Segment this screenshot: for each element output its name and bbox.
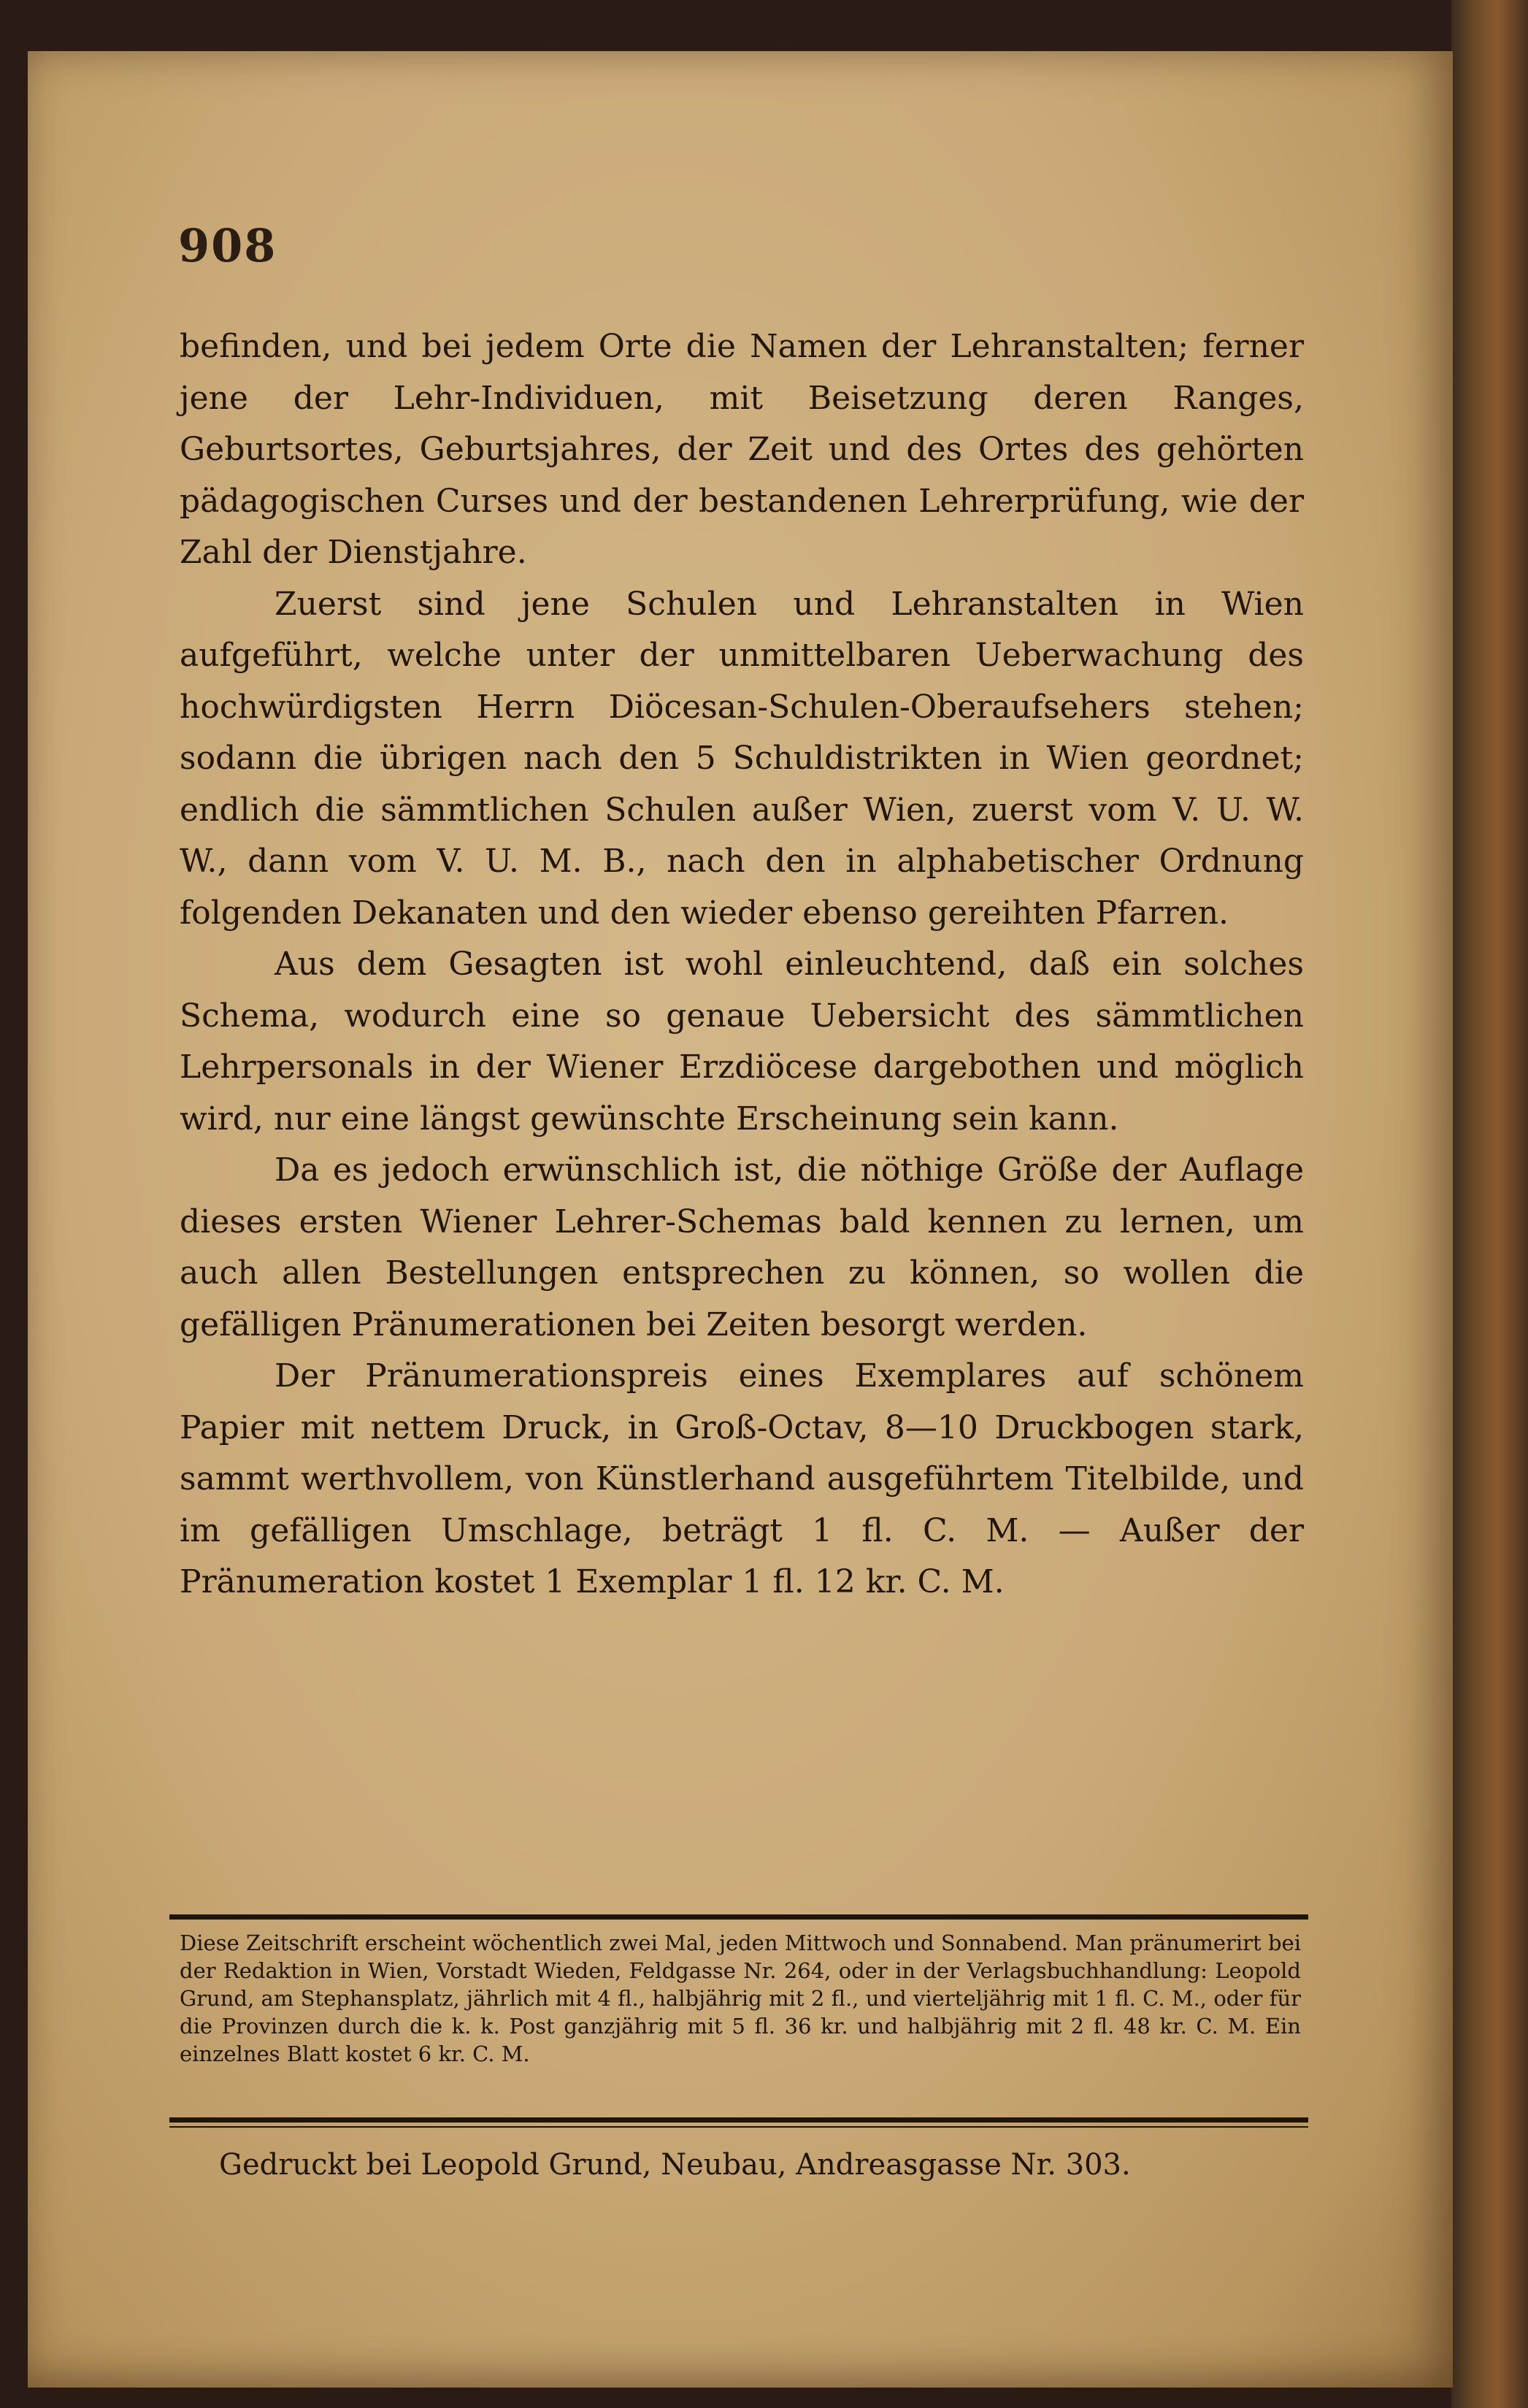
imprint-top-rule-thin (169, 2126, 1308, 2128)
paragraph-3: Aus dem Gesagten ist wohl einleuchtend, daß ein solches Schema, wodurch eine so genaue Uebersicht des sämmtlichen Lehrpersonals in der Wiener Erzdiöcese dargebothen und möglich wird, nur eine längst gewünschte Erscheinung sein kann. (180, 946, 1304, 1138)
paragraph-5: Der Pränumerationspreis eines Exemplares auf schönem Papier mit nettem Druck, in Groß-Octav, 8—10 Druckbogen stark, sammt werthvollem, von Künstlerhand ausgeführtem Titelbilde, und im gefälligen Umschlage, beträgt 1 fl. C. M. — Außer der Pränumeration kostet 1 Exemplar 1 fl. 12 kr. C. M. (180, 1357, 1304, 1600)
paragraph-1: befinden, und bei jedem Orte die Namen der Lehranstalten; ferner jene der Lehr-Individuen, mit Beisetzung deren Ranges, Geburtsortes, Geburtsjahres, der Zeit und des Ortes des gehörten pädagogischen Curses und der bestandenen Lehrerprüfung, wie der Zahl der Dienstjahre. (180, 328, 1304, 571)
paragraph-4: Da es jedoch erwünschlich ist, die nöthige Größe der Auflage dieses ersten Wiener Lehrer-Schemas bald kennen zu lernen, um auch allen Bestellungen entsprechen zu können, so wollen die gefälligen Pränumerationen bei Zeiten besorgt werden. (180, 1151, 1304, 1343)
main-text (180, 321, 1304, 1608)
subscription-notice: Diese Zeitschrift erscheint wöchentlich zwei Mal, jeden Mittwoch und Sonnabend. Man pränumerirt bei der Redaktion in Wien, Vorstadt Wieden, Feldgasse Nr. 264, oder in der Verlagsbuchhandlung: Leopold Grund, am Stephansplatz, jährlich mit 4 fl., halbjährig mit 2 fl., und vierteljährig mit 1 fl. C. M., oder für die Provinzen durch die k. k. Post ganzjährig mit 5 fl. 36 kr. und halbjährig mit 2 fl. 48 kr. C. M. Ein einzelnes Blatt kostet 6 kr. C. M. (180, 1930, 1301, 2066)
imprint-top-rule (169, 2117, 1308, 2123)
notice-top-rule (169, 1914, 1308, 1920)
book-spine-edge (1451, 0, 1528, 2408)
paragraph-2: Zuerst sind jene Schulen und Lehranstalten in Wien aufgeführt, welche unter der unmittelbaren Ueberwachung des hochwürdigsten Herrn Diöcesan-Schulen-Oberaufsehers stehen; sodann die übrigen nach den 5 Schuldistrikten in Wien geordnet; endlich die sämmtlichen Schulen außer Wien, zuerst vom V. U. W. W., dann vom V. U. M. B., nach den in alphabetischer Ordnung folgenden Dekanaten und den wieder ebenso gereihten Pfarren. (180, 585, 1304, 932)
printer-imprint: Gedruckt bei Leopold Grund, Neubau, Andreasgasse Nr. 303. (219, 2148, 1131, 2182)
page-number: 908 (178, 219, 277, 272)
